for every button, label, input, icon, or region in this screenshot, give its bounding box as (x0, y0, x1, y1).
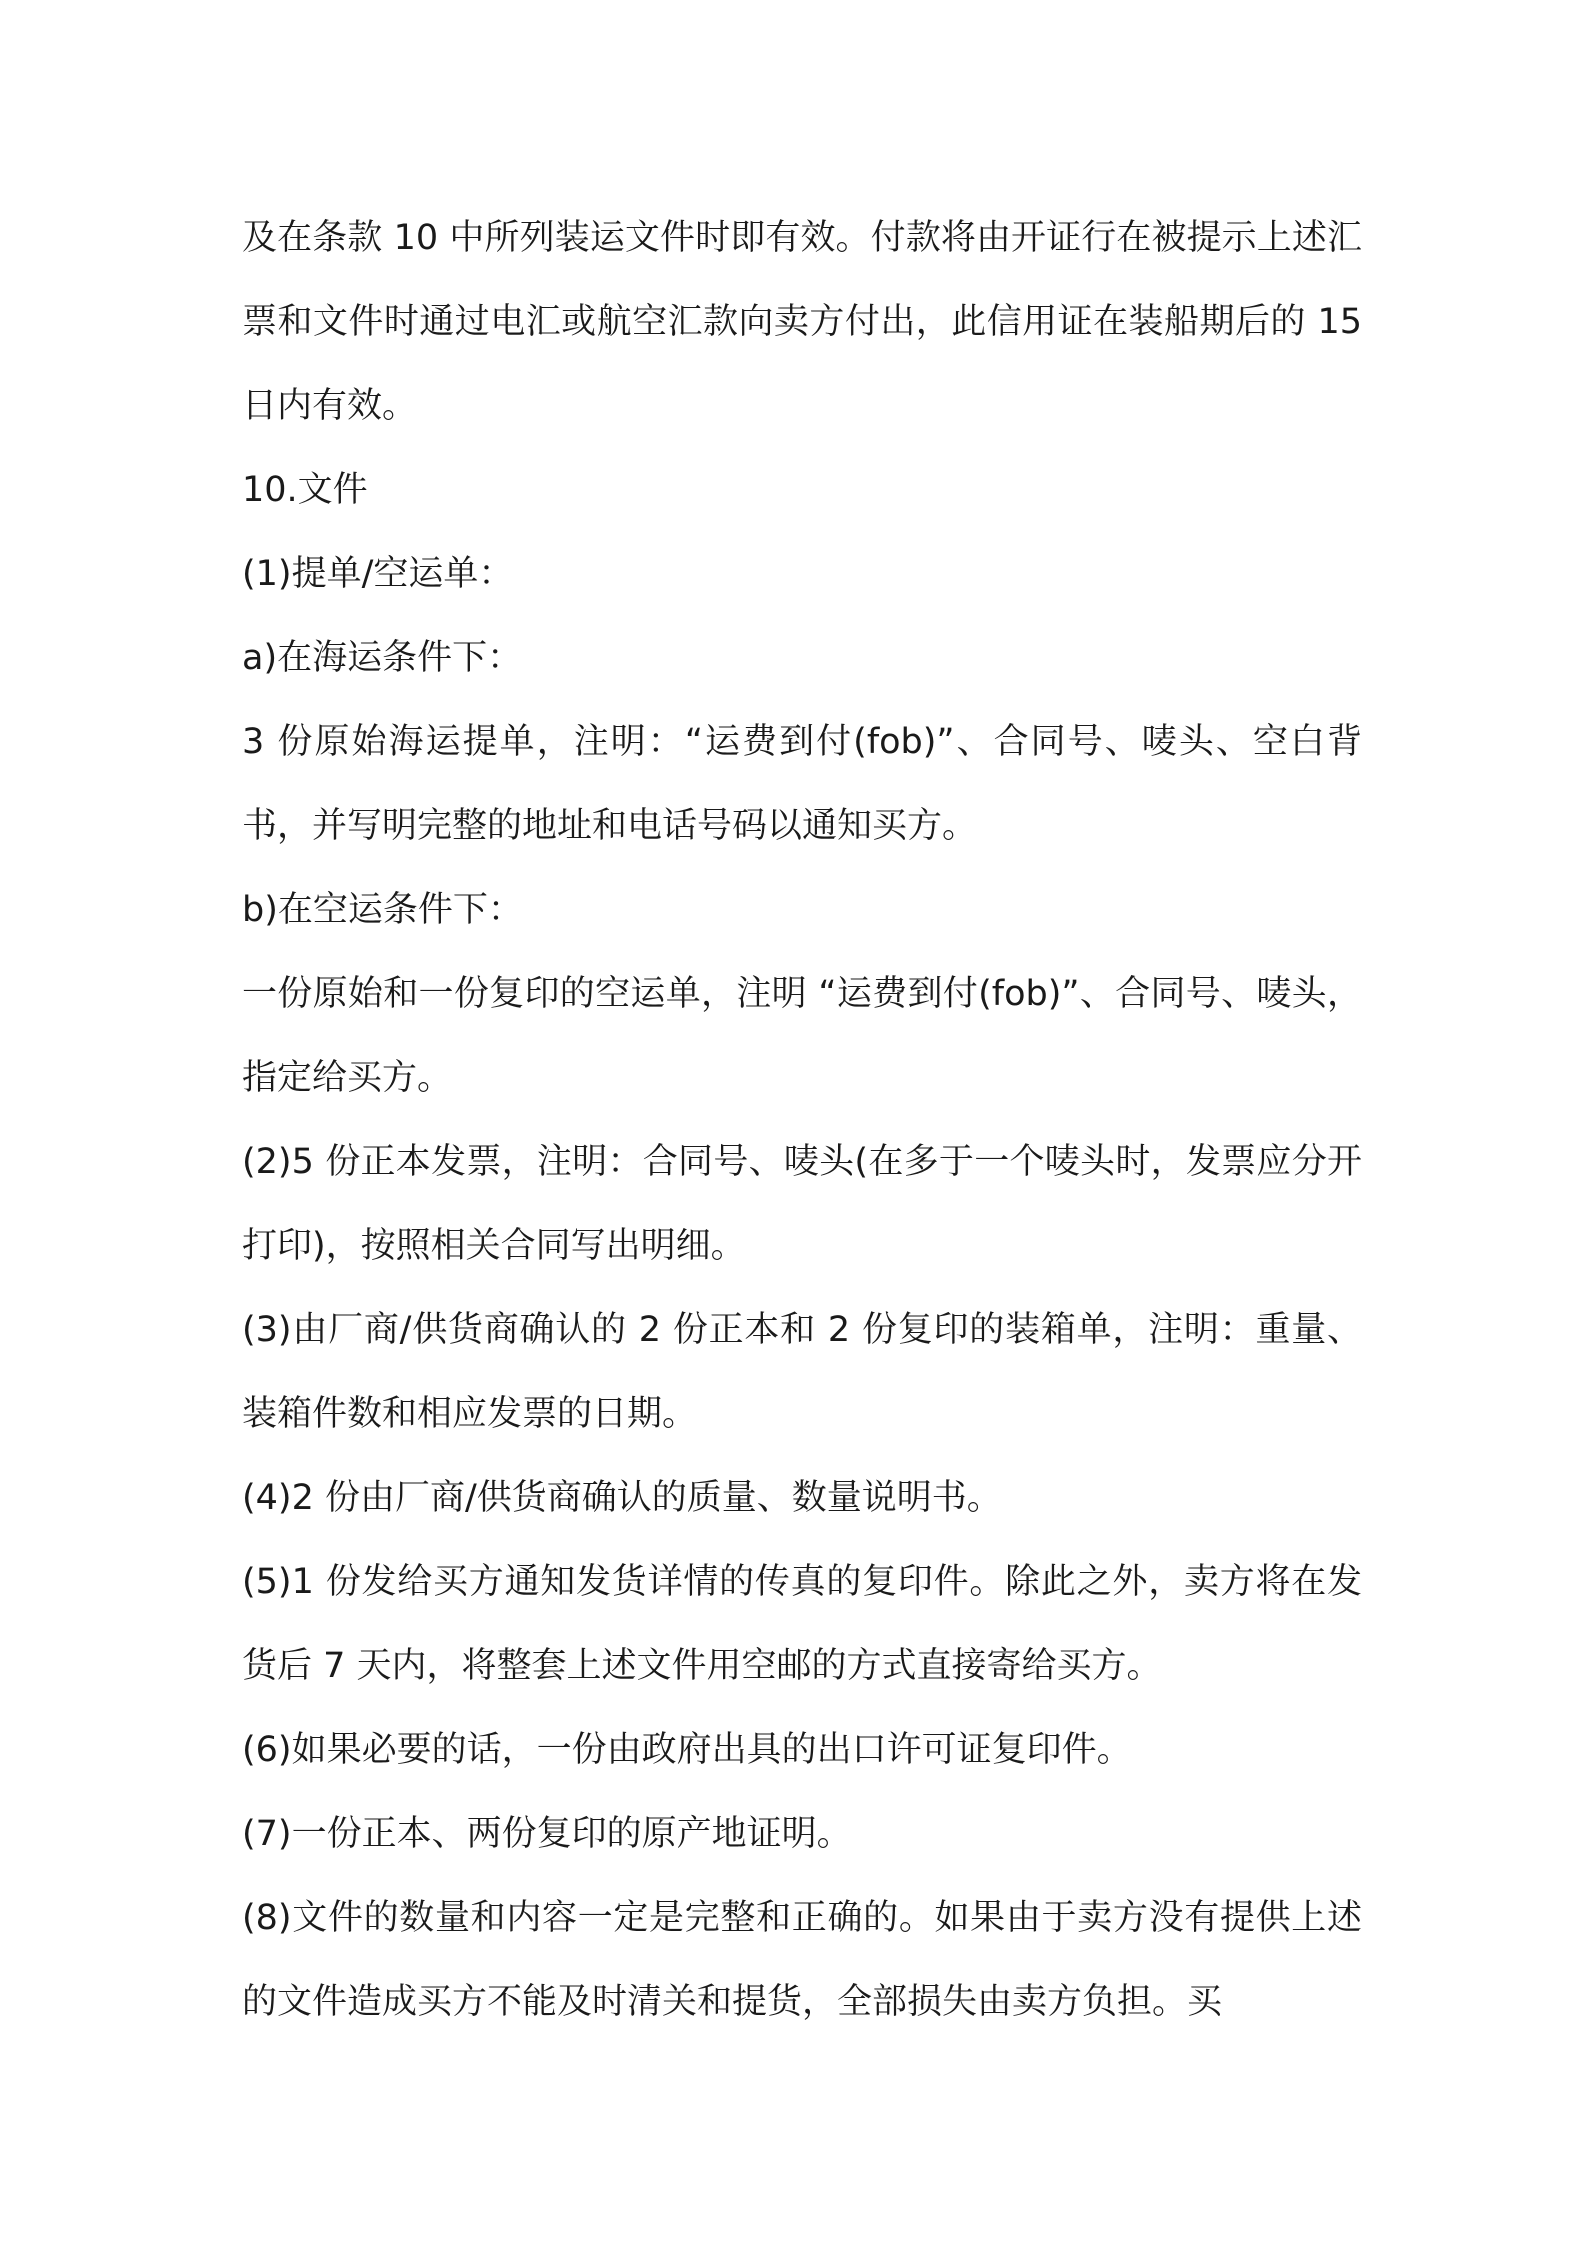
paragraph-sea-bill: 3 份原始海运提单，注明：“运费到付(fob)”、合同号、唛头、空白背书，并写明完整的地址和电话号码以通知买方。 (242, 722, 1362, 846)
paragraph-lc-validity: 及在条款 10 中所列装运文件时即有效。付款将由开证行在被提示上述汇票和文件时通过电汇或航空汇款向卖方付出，此信用证在装船期后的 15 日内有效。 (242, 218, 1362, 426)
item-export-license: (6)如果必要的话，一份由政府出具的出口许可证复印件。 (242, 1730, 1132, 1770)
paragraph-air-waybill: 一份原始和一份复印的空运单，注明 “运费到付(fob)”、合同号、唛头，指定给买方。 (242, 974, 1362, 1098)
item-fax-copy: (5)1 份发给买方通知发货详情的传真的复印件。除此之外，卖方将在发货后 7 天内，将整套上述文件用空邮的方式直接寄给买方。 (242, 1562, 1362, 1686)
item-quality-certificate: (4)2 份由厂商/供货商确认的质量、数量说明书。 (242, 1478, 1002, 1518)
document-body (242, 196, 1362, 2044)
item-certificate-of-origin: (7)一份正本、两份复印的原产地证明。 (242, 1814, 852, 1854)
subitem-sea-transport: a)在海运条件下： (242, 638, 523, 678)
section-heading-documents: 10.文件 (242, 470, 368, 510)
item-document-accuracy: (8)文件的数量和内容一定是完整和正确的。如果由于卖方没有提供上述的文件造成买方不能及时清关和提货，全部损失由卖方负担。买 (242, 1898, 1362, 2022)
item-bill-of-lading: (1)提单/空运单： (242, 554, 514, 594)
item-invoice: (2)5 份正本发票，注明：合同号、唛头(在多于一个唛头时，发票应分开打印)，按照相关合同写出明细。 (242, 1142, 1362, 1266)
item-packing-list: (3)由厂商/供货商确认的 2 份正本和 2 份复印的装箱单，注明：重量、装箱件数和相应发票的日期。 (242, 1310, 1362, 1434)
subitem-air-transport: b)在空运条件下： (242, 890, 523, 930)
